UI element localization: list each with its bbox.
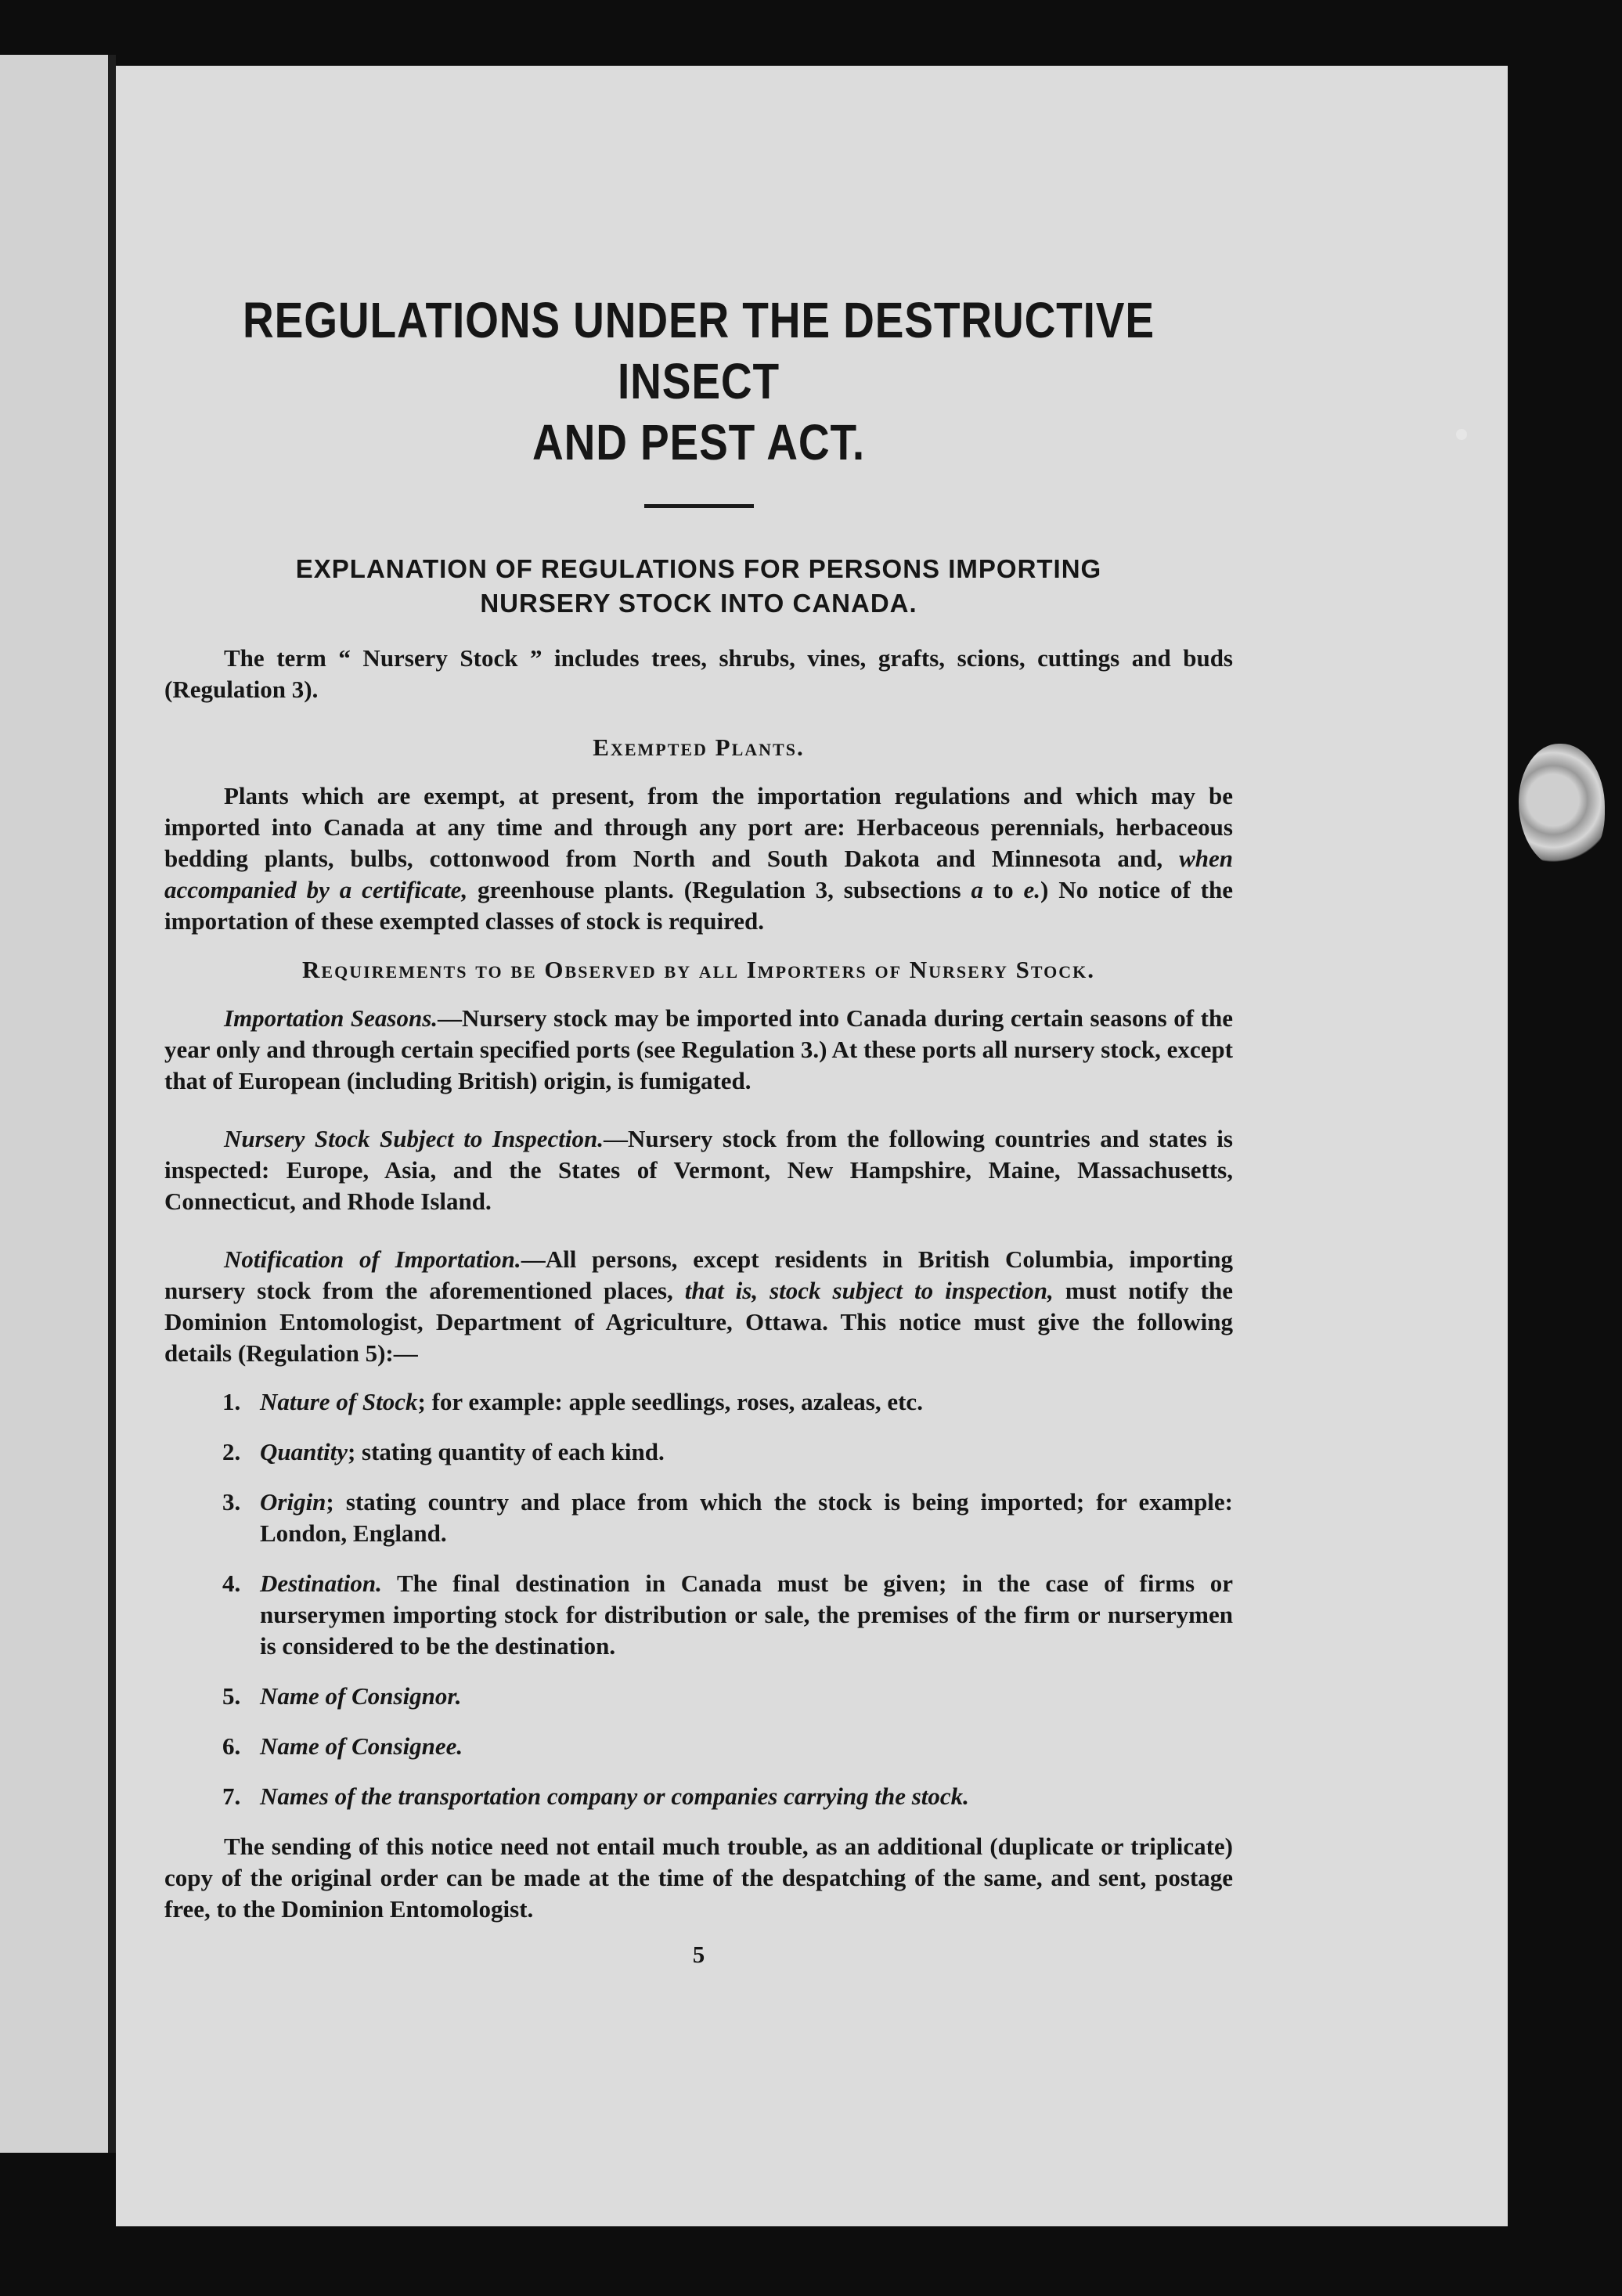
closing-paragraph: The sending of this notice need not entail much trouble, as an additional (duplicate or triplicate) copy of the original order can be made at the time of the despatching of the same, and sent, postage free, to the Dominion Entomologist.: [164, 1833, 1233, 1923]
notification-text-1: —All persons, except residents in British Columbia, importing nursery stock from the aforementioned places,: [164, 1245, 1233, 1304]
list-item: 4. Destination. The final destination in Canada must be given; in the case of firms or nurserymen importing stock for distribution or sale, the premises of the firm or nurserymen is considered to be the destination.: [222, 1570, 1233, 1660]
list-item: 2. Quantity; stating quantity of each kind.: [222, 1438, 665, 1465]
notification-label: Notification of Importation.: [224, 1245, 521, 1273]
exempted-italic: when accompanied by a certificate,: [164, 845, 1233, 903]
seasons-paragraph: [164, 1003, 1233, 1097]
seasons-label: Importation Seasons.: [224, 1004, 438, 1032]
exempted-paragraph: [164, 780, 1233, 937]
requirements-heading: Requirements to be Observed by all Importers of Nursery Stock.: [302, 956, 1095, 983]
list-item: 6. Name of Consignee.: [222, 1732, 463, 1760]
page-content: [164, 290, 1233, 1969]
notification-text-2: must notify the Dominion Entomologist, Department of Agriculture, Ottawa. This notice must give the following details (Regulation 5):—: [164, 1277, 1233, 1367]
section-subtitle: [164, 552, 1233, 621]
page-number: 5: [692, 1941, 705, 1968]
details-list: [164, 1386, 1233, 1812]
exempted-text-3: ) No notice of the importation of these exempted classes of stock is required.: [164, 876, 1233, 935]
exempted-sub-a: a: [971, 876, 983, 903]
page-title: [240, 290, 1159, 473]
binding-edge: [108, 55, 116, 2153]
intro-paragraph: The term “ Nursery Stock ” includes trees, shrubs, vines, grafts, scions, cuttings and buds (Regulation 3).: [164, 644, 1233, 703]
exempted-heading: Exempted Plants.: [593, 733, 805, 761]
notification-italic: that is, stock subject to inspection,: [684, 1277, 1054, 1304]
list-item: 7. Names of the transportation company or companies carrying the stock.: [222, 1782, 969, 1810]
list-item: 5. Name of Consignor.: [222, 1682, 462, 1710]
subtitle-line-1: EXPLANATION OF REGULATIONS FOR PERSONS IMPORTING: [295, 554, 1102, 583]
margin-dot: [1456, 429, 1467, 440]
title-line-2: AND PEST ACT.: [532, 414, 866, 470]
exempted-to: to: [982, 876, 1024, 903]
list-item: 1. Nature of Stock; for example: apple seedlings, roses, azaleas, etc.: [222, 1388, 923, 1415]
page-gutter: [0, 55, 116, 2153]
ink-blot: [1519, 744, 1605, 869]
inspection-label: Nursery Stock Subject to Inspection.: [224, 1125, 604, 1152]
inspection-paragraph: [164, 1123, 1233, 1217]
exempted-sub-e: e.: [1023, 876, 1041, 903]
list-item: 3. Origin; stating country and place from which the stock is being imported; for example: London, England.: [222, 1488, 1233, 1547]
seasons-text: —Nursery stock may be imported into Canada during certain seasons of the year only and through certain specified ports (see Regulation 3.) At these ports all nursery stock, except that of European (including British) origin, is fumigated.: [164, 1004, 1233, 1094]
exempted-text-2: greenhouse plants. (Regulation 3, subsections: [467, 876, 971, 903]
notification-paragraph: [164, 1244, 1233, 1369]
subtitle-line-2: NURSERY STOCK INTO CANADA.: [480, 589, 917, 618]
exempted-text-1: Plants which are exempt, at present, from the importation regulations and which may be imported into Canada at any time and through any port are: Herbaceous perennials, herbaceous bedding plants, bulbs, cottonwood from North and South Dakota and Minnesota and,: [164, 782, 1233, 872]
title-line-1: REGULATIONS UNDER THE DESTRUCTIVE INSECT: [243, 292, 1155, 409]
title-rule: [644, 504, 754, 508]
inspection-text: —Nursery stock from the following countries and states is inspected: Europe, Asia, and the States of Vermont, New Hampshire, Maine, Massachusetts, Connecticut, and Rhode Island.: [164, 1125, 1233, 1215]
